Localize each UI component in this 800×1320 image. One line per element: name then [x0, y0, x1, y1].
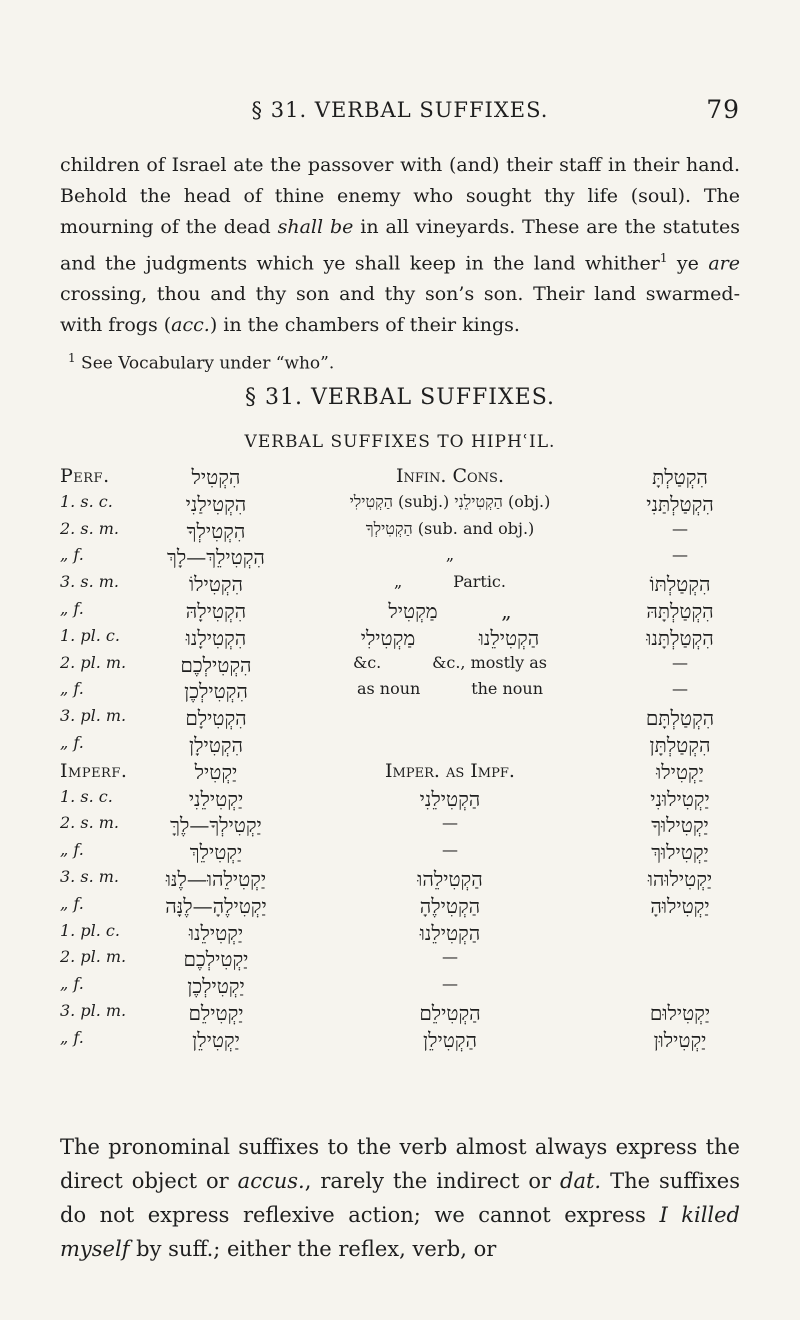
paradigm-cell-c3: יַקְטִילוּהוּ	[647, 867, 713, 891]
paradigm-form-label: Perf.	[60, 465, 110, 487]
paradigm-cell-c1: הִקְטִילָם	[185, 706, 247, 731]
page-number: 79	[706, 95, 740, 124]
paradigm-cell-c2: הַקְטִילִי (subj.) הַקְטִילֵנִי (obj.)	[349, 491, 551, 511]
paradigm-row	[60, 1028, 740, 1061]
paradigm-form-label: 1. s. c.	[60, 491, 113, 511]
paradigm-form-label: 3. s. m.	[60, 867, 119, 886]
paradigm-cell-c1: יַקְטִילֵם	[188, 1001, 244, 1025]
paradigm-form-label: 1. pl. c.	[60, 625, 120, 645]
paradigm-cell-c1: הִקְטִילֵךְ—לָךְ	[167, 545, 265, 570]
paradigm-cell-c1: הִקְטִילְךָ	[186, 518, 246, 543]
paradigm-cell-c2: הַקְטִילֵן	[423, 1027, 477, 1052]
paradigm-cell-c3: יַקְטִילוּךָ	[651, 813, 709, 838]
paradigm-cell-c2: הַקְטִילֵנוּ מַקְטִילִי	[360, 625, 540, 650]
paradigm-cell-c3: הִקְטַלְתָּן	[649, 733, 711, 757]
intro-paragraph: children of Israel ate the passover with (and) their staff in their hand. Behold the head of thine enemy who sought thy life (soul). The mourning of the dead shall be in all vineyards. These are the statutes and the judgments which ye shall keep in the land whither$^1$ ye are crossing, thou and thy son and thy son’s son. Their land swarmed-with frogs (acc.) in the chambers of their kings.	[60, 154, 741, 337]
closing-paragraph: The pronominal suffixes to the verb almost always express the direct object or accus., rarely the indirect or dat. The suffixes do not express reflexive action; we cannot express I killed myself by suff.; either the reflex, verb, or	[60, 1135, 740, 1261]
paradigm-cell-c2: הַקְטִילֵנוּ	[419, 920, 481, 945]
paradigm-form-label: 2. pl. m.	[60, 652, 127, 672]
paradigm-table	[60, 465, 740, 1055]
paradigm-cell-c1: הִקְטִילָנוּ	[185, 625, 247, 650]
paradigm-form-label: 2. s. m.	[60, 518, 119, 538]
paradigm-cell-c2: הַקְטִילֵנִי	[419, 786, 481, 811]
paradigm-form-label: „ f.	[60, 840, 84, 860]
paradigm-cell-c2: הַקְטִילֶהָ	[419, 893, 481, 918]
paradigm-cell-c3: —	[672, 652, 688, 672]
paradigm-cell-c2: —	[442, 840, 458, 860]
paradigm-cell-c3: יַקְטִילוּם	[649, 1001, 711, 1025]
paradigm-cell-c1: הִקְטִילָהּ	[185, 599, 247, 623]
paradigm-cell-c1: יַקְטִילֵנִי	[188, 786, 244, 811]
running-title: § 31. VERBAL SUFFIXES.	[251, 98, 549, 122]
footnote-mark: 1	[68, 351, 76, 366]
section-heading: § 31. VERBAL SUFFIXES.	[245, 385, 555, 410]
paradigm-cell-c2: as noun the noun	[356, 679, 544, 699]
paradigm-cell-c1: יַקְטִילֵנוּ	[188, 920, 244, 945]
paradigm-cell-c2: „	[445, 545, 455, 565]
paradigm-cell-c1: יַקְטִילְךָ—לֶךָּ	[170, 813, 262, 838]
paradigm-cell-c3: הִקְטַלְתּוֹ	[649, 572, 711, 597]
paradigm-cell-c2: הַקְטִילְךָ (sub. and obj.)	[365, 518, 535, 538]
paradigm-form-label: „ f.	[60, 545, 84, 565]
paradigm-cell-c2: —	[442, 947, 458, 967]
paradigm-form-label: „ f.	[60, 733, 84, 752]
paradigm-cell-c2: הַקְטִילֵהוּ	[417, 867, 483, 891]
paradigm-cell-c2: Infin. Cons.	[395, 465, 504, 487]
paradigm-cell-c2: „ Partic.	[394, 572, 506, 592]
paradigm-cell-c3: —	[672, 518, 688, 538]
paradigm-form-label: „ f.	[60, 974, 84, 994]
paradigm-cell-c1: יַקְטִיל	[194, 759, 238, 784]
paradigm-cell-c1: הִקְטִילָן	[189, 733, 243, 757]
footnote	[60, 343, 740, 380]
paradigm-cell-c2: &c. &c., mostly as	[352, 652, 548, 672]
paradigm-cell-c3: יַקְטִילוּךְ	[651, 840, 709, 865]
paradigm-cell-c3: יַקְטִילוּנִי	[650, 786, 710, 811]
paradigm-form-label: 3. pl. m.	[60, 1001, 127, 1020]
paradigm-cell-c1: יַקְטִילֵן	[192, 1027, 240, 1052]
paradigm-cell-c3: —	[672, 545, 688, 565]
footnote-text: See Vocabulary under “who”.	[75, 353, 335, 374]
paradigm-cell-c3: הִקְטַלְתָּ	[652, 465, 708, 489]
paradigm-form-label: 3. s. m.	[60, 572, 119, 592]
closing-text	[60, 1130, 740, 1266]
paradigm-cell-c1: יַקְטִילֵהוּ—לֶנּוּ	[165, 867, 267, 891]
paradigm-cell-c2: הַקְטִילֵם	[419, 1001, 481, 1025]
paradigm-form-label: „ f.	[60, 599, 84, 618]
paradigm-cell-c3: יַקְטִילוּ	[656, 759, 704, 784]
paradigm-cell-c2: „ מַקְטִיל	[388, 599, 512, 623]
intro-text	[60, 150, 740, 380]
paradigm-cell-c3: הִקְטַלְתָּהּ	[646, 599, 714, 623]
paradigm-form-label: 2. pl. m.	[60, 947, 127, 967]
paradigm-cell-c1: הִקְטִילַנִי	[185, 491, 247, 516]
section-subheading: VERBAL SUFFIXES TO HIPHʿIL.	[244, 432, 556, 452]
paradigm-cell-c3: הִקְטַלְתָּנוּ	[646, 625, 714, 650]
paradigm-form-label: 2. s. m.	[60, 813, 119, 833]
paradigm-cell-c1: הִקְטִיל	[191, 465, 241, 489]
paradigm-form-label: „ f.	[60, 679, 84, 699]
paradigm-cell-c3: יַקְטִילוּהָ	[650, 893, 710, 918]
paradigm-form-label: Imperf.	[60, 759, 128, 782]
running-head	[60, 95, 740, 128]
paradigm-cell-c3: יַקְטִילוּן	[653, 1027, 707, 1052]
paradigm-cell-c2: Imper. as Impf.	[385, 759, 515, 782]
paradigm-cell-c3: הִקְטַלְתָּם	[645, 706, 715, 731]
paradigm-cell-c2: —	[442, 813, 458, 833]
paradigm-cell-c1: הִקְטִילְכֶן	[184, 679, 248, 704]
paradigm-cell-c3: הִקְטַלְתַּנִי	[646, 491, 714, 516]
paradigm-cell-c3: —	[672, 679, 688, 699]
paradigm-cell-c1: הִקְטִילוֹ	[188, 572, 243, 597]
paradigm-form-label: 3. pl. m.	[60, 706, 127, 726]
paradigm-cell-c1: הִקְטִילְכֶם	[180, 652, 252, 677]
paradigm-cell-c1: יַקְטִילֵךְ	[189, 840, 243, 865]
paradigm-cell-c1: יַקְטִילְכֶן	[187, 974, 245, 999]
paradigm-form-label: „ f.	[60, 893, 84, 913]
paradigm-form-label: 1. s. c.	[60, 786, 113, 806]
book-page	[60, 0, 740, 1320]
paradigm-form-label: 1. pl. c.	[60, 920, 120, 940]
footnote-reference: 1	[659, 251, 668, 265]
paradigm-form-label: „ f.	[60, 1027, 84, 1047]
paradigm-cell-c2: —	[442, 974, 458, 994]
paradigm-cell-c1: יַקְטִילֶהָ—לֶנָּה	[165, 893, 267, 918]
paradigm-cell-c1: יַקְטִילְכֶם	[183, 947, 249, 972]
